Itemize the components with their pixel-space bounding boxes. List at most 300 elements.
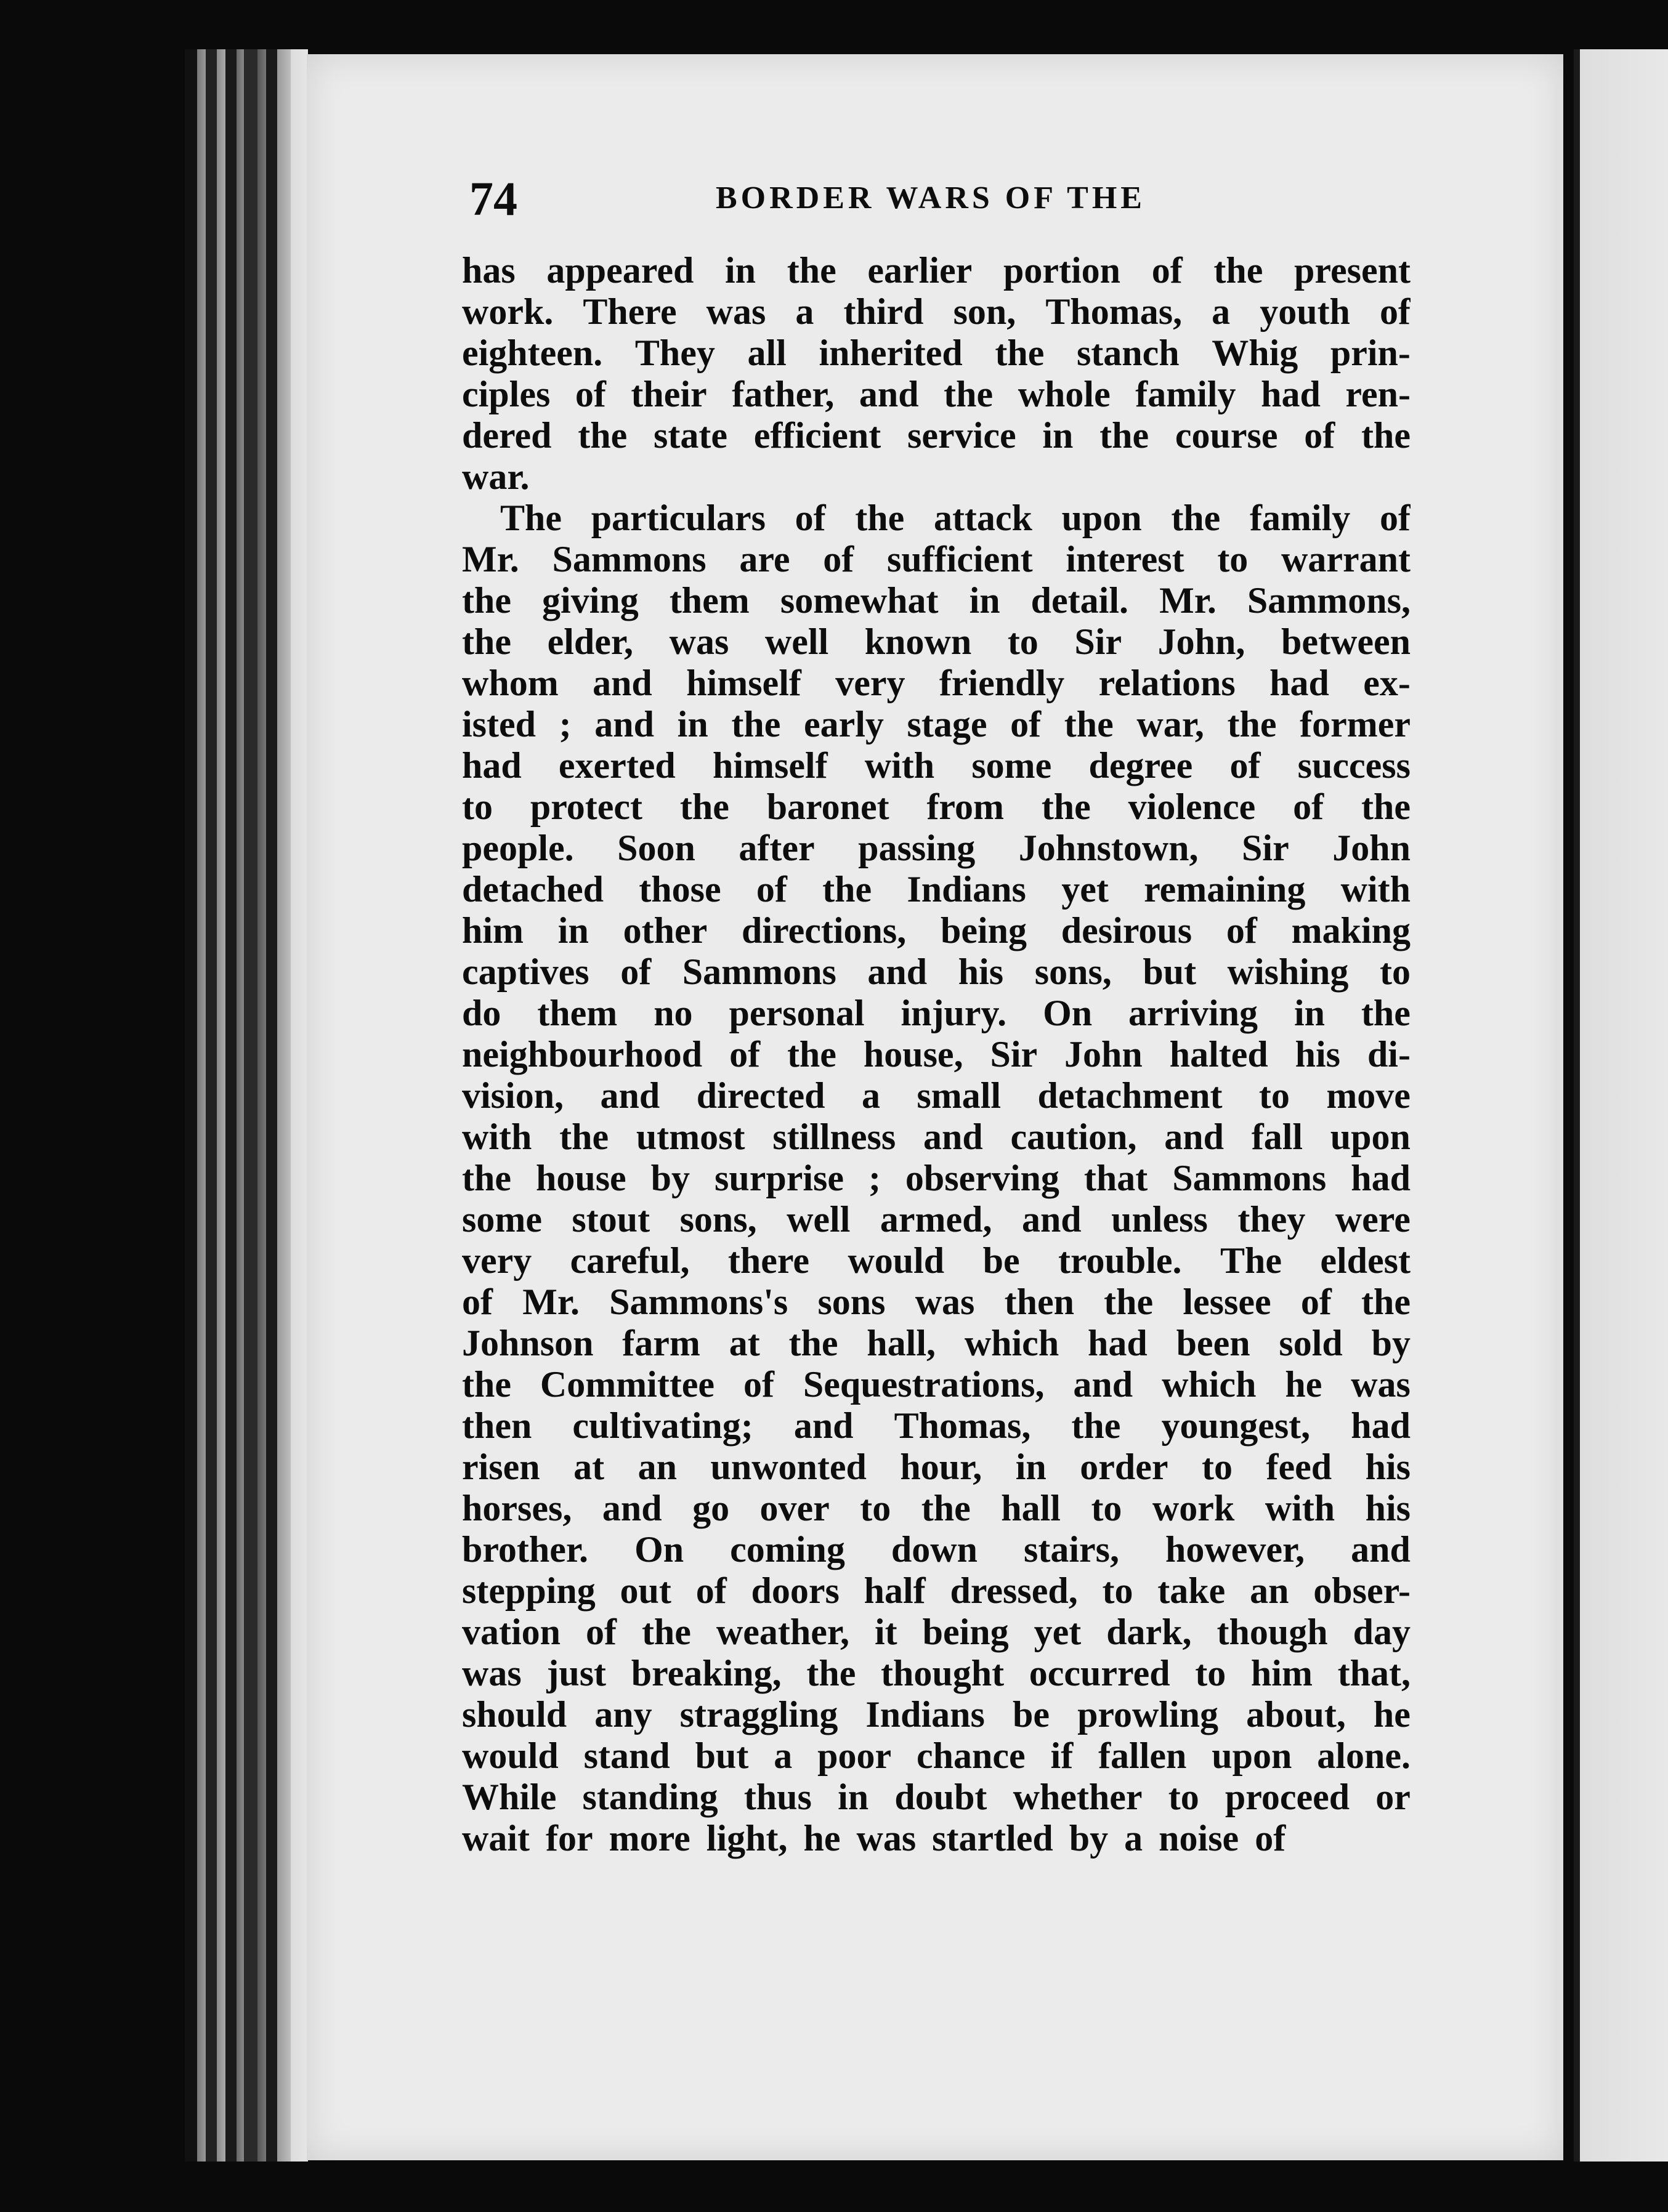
word: interest bbox=[1066, 539, 1184, 579]
word: eldest bbox=[1320, 1240, 1411, 1281]
word: had bbox=[462, 745, 522, 786]
word: to bbox=[1091, 1488, 1122, 1528]
word: personal bbox=[729, 993, 865, 1033]
word: straggling bbox=[679, 1694, 838, 1735]
word: by bbox=[650, 1158, 690, 1198]
word: stout bbox=[572, 1199, 650, 1240]
text-line bbox=[462, 539, 1411, 580]
word: an bbox=[1250, 1570, 1289, 1611]
word: some bbox=[462, 1199, 542, 1240]
word: should bbox=[462, 1694, 567, 1735]
text-line bbox=[462, 1199, 1411, 1240]
word: stillness bbox=[772, 1116, 896, 1157]
word: standing bbox=[582, 1777, 718, 1817]
text-line bbox=[462, 1447, 1411, 1488]
word: Sir bbox=[990, 1034, 1038, 1075]
word: Sir bbox=[1074, 621, 1122, 662]
word: of bbox=[695, 1570, 727, 1611]
text-line bbox=[462, 1034, 1411, 1075]
word: vision, bbox=[462, 1075, 564, 1116]
text-line bbox=[462, 1323, 1411, 1364]
word: doors bbox=[751, 1570, 840, 1611]
word: startled bbox=[932, 1818, 1053, 1859]
word: of bbox=[1151, 250, 1183, 291]
word: half bbox=[864, 1570, 926, 1611]
word: which bbox=[964, 1323, 1059, 1363]
word: of bbox=[729, 1034, 761, 1075]
word: from bbox=[926, 786, 1004, 827]
word: in bbox=[1294, 993, 1325, 1033]
word: exerted bbox=[558, 745, 676, 786]
word: well bbox=[787, 1199, 851, 1240]
word: they bbox=[1237, 1199, 1306, 1240]
word: and bbox=[867, 951, 928, 992]
text-line bbox=[462, 1529, 1411, 1570]
page-number: 74 bbox=[469, 172, 517, 225]
word: though bbox=[1217, 1612, 1328, 1652]
book-binding-edge bbox=[185, 49, 308, 2162]
word: The bbox=[500, 498, 562, 538]
text-line bbox=[462, 951, 1411, 993]
word: and bbox=[859, 374, 919, 414]
word: yet bbox=[1034, 1612, 1082, 1652]
word: Sammons's bbox=[609, 1282, 788, 1322]
word: Indians bbox=[907, 869, 1026, 910]
word: be bbox=[982, 1240, 1020, 1281]
word: were bbox=[1335, 1199, 1411, 1240]
text-line bbox=[462, 1075, 1411, 1116]
word: however, bbox=[1165, 1529, 1305, 1570]
word: being bbox=[922, 1612, 1009, 1652]
word: the bbox=[1104, 1282, 1154, 1322]
word: for bbox=[545, 1818, 593, 1859]
text-line bbox=[462, 1570, 1411, 1612]
word: order bbox=[1080, 1447, 1168, 1487]
text-line bbox=[462, 415, 1411, 456]
word: with bbox=[864, 745, 935, 786]
word: other bbox=[623, 910, 708, 951]
word: more bbox=[609, 1818, 690, 1859]
word: had bbox=[1261, 374, 1321, 414]
body-text bbox=[462, 250, 1411, 1859]
text-line bbox=[462, 1282, 1411, 1323]
word: work bbox=[1152, 1488, 1235, 1528]
word: of bbox=[586, 1612, 617, 1652]
word: hall bbox=[1001, 1488, 1061, 1528]
text-line bbox=[462, 1818, 1411, 1859]
word: Sammons bbox=[682, 951, 836, 992]
word: noise bbox=[1159, 1818, 1239, 1859]
word: house, bbox=[863, 1034, 963, 1075]
text-line bbox=[462, 910, 1411, 951]
word: the bbox=[1227, 704, 1277, 745]
word: somewhat bbox=[780, 580, 939, 621]
word: of bbox=[795, 498, 826, 538]
word: in bbox=[725, 250, 756, 291]
word: fallen bbox=[1098, 1735, 1187, 1776]
word: are bbox=[739, 539, 790, 579]
word: all bbox=[747, 333, 787, 373]
word: day bbox=[1353, 1612, 1411, 1652]
word: dark, bbox=[1106, 1612, 1192, 1652]
word: eighteen. bbox=[462, 333, 603, 373]
word: and bbox=[793, 1405, 854, 1446]
word: risen bbox=[462, 1447, 540, 1487]
word: Sir bbox=[1242, 828, 1289, 868]
word: of bbox=[823, 539, 854, 579]
word: and bbox=[1164, 1116, 1224, 1157]
word: which bbox=[1162, 1364, 1257, 1405]
word: was bbox=[1351, 1364, 1411, 1405]
running-head: BORDER WARS OF THE bbox=[716, 180, 1146, 216]
word: particulars bbox=[591, 498, 766, 538]
word: coming bbox=[730, 1529, 845, 1570]
word: he bbox=[1285, 1364, 1322, 1405]
word: the bbox=[641, 1612, 691, 1652]
word: of bbox=[1255, 1818, 1286, 1859]
text-line bbox=[462, 745, 1411, 786]
text-line bbox=[462, 1735, 1411, 1777]
word: Whig bbox=[1212, 333, 1298, 373]
word: dressed, bbox=[950, 1570, 1078, 1611]
text-line bbox=[462, 828, 1411, 869]
word: present bbox=[1294, 250, 1411, 291]
word: out bbox=[620, 1570, 671, 1611]
word: and bbox=[923, 1116, 983, 1157]
word: arriving bbox=[1128, 993, 1258, 1033]
word: and bbox=[1351, 1529, 1411, 1570]
word: unless bbox=[1111, 1199, 1208, 1240]
word: and bbox=[593, 663, 652, 703]
word: ciples bbox=[462, 374, 551, 414]
word: at bbox=[729, 1323, 760, 1363]
word: of bbox=[1379, 498, 1411, 538]
word: stanch bbox=[1076, 333, 1180, 373]
word: upon bbox=[1061, 498, 1142, 538]
text-line bbox=[462, 333, 1411, 374]
word: horses, bbox=[462, 1488, 572, 1528]
word: the bbox=[1099, 415, 1149, 456]
word: wait bbox=[462, 1818, 530, 1859]
word: to bbox=[1380, 951, 1411, 992]
word: over bbox=[759, 1488, 830, 1528]
word: making bbox=[1291, 910, 1411, 951]
word: brother. bbox=[462, 1529, 589, 1570]
word: no bbox=[654, 993, 693, 1033]
word: a bbox=[1124, 1818, 1143, 1859]
text-line bbox=[462, 1777, 1411, 1818]
word: himself bbox=[686, 663, 801, 703]
word: people. bbox=[462, 828, 574, 868]
word: and bbox=[594, 704, 655, 745]
word: about, bbox=[1246, 1694, 1346, 1735]
word: the bbox=[806, 1653, 856, 1693]
word: to bbox=[1217, 539, 1249, 579]
word: relations bbox=[1098, 663, 1236, 703]
word: prin- bbox=[1330, 333, 1411, 373]
word: with bbox=[1265, 1488, 1335, 1528]
word: earlier bbox=[867, 250, 973, 291]
word: to bbox=[462, 786, 493, 827]
word: to bbox=[1102, 1570, 1133, 1611]
word: to bbox=[1195, 1653, 1226, 1693]
word: that, bbox=[1337, 1653, 1411, 1693]
text-line bbox=[462, 663, 1411, 704]
word: he bbox=[1373, 1694, 1411, 1735]
word: work. bbox=[462, 291, 554, 332]
word: John bbox=[1332, 828, 1411, 868]
adjacent-page-edge bbox=[1574, 49, 1668, 2162]
word: On bbox=[1043, 993, 1093, 1033]
word: friendly bbox=[939, 663, 1065, 703]
word: Sammons, bbox=[1247, 580, 1411, 621]
text-line bbox=[462, 1116, 1411, 1158]
word: utmost bbox=[636, 1116, 745, 1157]
word: the bbox=[462, 580, 511, 621]
word: in bbox=[1042, 415, 1074, 456]
word: sons, bbox=[1034, 951, 1112, 992]
word: While bbox=[462, 1777, 557, 1817]
word: was bbox=[856, 1818, 917, 1859]
word: hour, bbox=[900, 1447, 982, 1487]
word: vation bbox=[462, 1612, 561, 1652]
word: di- bbox=[1367, 1034, 1411, 1075]
word: the bbox=[855, 498, 905, 538]
word: former bbox=[1300, 704, 1411, 745]
word: doubt bbox=[894, 1777, 987, 1817]
word: in bbox=[969, 580, 1000, 621]
word: state bbox=[654, 415, 727, 456]
word: protect bbox=[530, 786, 642, 827]
text-line bbox=[462, 250, 1411, 291]
word: by bbox=[1069, 1818, 1109, 1859]
word: upon bbox=[1330, 1116, 1411, 1157]
word: stepping bbox=[462, 1570, 596, 1611]
word: careful, bbox=[570, 1240, 690, 1281]
word: family bbox=[1249, 498, 1351, 538]
word: breaking, bbox=[631, 1653, 782, 1693]
word: in bbox=[838, 1777, 869, 1817]
word: of bbox=[620, 951, 652, 992]
word: of bbox=[462, 1282, 493, 1322]
text-line bbox=[462, 869, 1411, 910]
word: sons, bbox=[679, 1199, 757, 1240]
word: has bbox=[462, 250, 516, 291]
word: a bbox=[1212, 291, 1231, 332]
word: known bbox=[864, 621, 972, 662]
word: to bbox=[1007, 621, 1038, 662]
word: the bbox=[788, 1323, 838, 1363]
text-line bbox=[462, 1694, 1411, 1735]
word: him bbox=[462, 910, 524, 951]
text-line bbox=[462, 374, 1411, 415]
word: of bbox=[743, 1364, 774, 1405]
word: wishing bbox=[1227, 951, 1349, 992]
word: take bbox=[1157, 1570, 1226, 1611]
word: prowling bbox=[1077, 1694, 1219, 1735]
word: the bbox=[921, 1488, 971, 1528]
word: ; bbox=[559, 704, 572, 745]
text-line bbox=[462, 1405, 1411, 1447]
word: house bbox=[535, 1158, 626, 1198]
word: the bbox=[559, 1116, 609, 1157]
word: them bbox=[537, 993, 618, 1033]
text-line bbox=[462, 1612, 1411, 1653]
word: been bbox=[1176, 1323, 1250, 1363]
word: of bbox=[1304, 415, 1335, 456]
word: of bbox=[1300, 1282, 1332, 1322]
word: attack bbox=[933, 498, 1032, 538]
word: being bbox=[940, 910, 1027, 951]
page-header bbox=[469, 165, 1553, 233]
word: war. bbox=[462, 456, 530, 497]
word: directions, bbox=[742, 910, 907, 951]
word: but bbox=[695, 1735, 749, 1776]
word: armed, bbox=[880, 1199, 992, 1240]
word: captives bbox=[462, 951, 589, 992]
word: the bbox=[1361, 415, 1411, 456]
word: a bbox=[795, 291, 814, 332]
word: There bbox=[583, 291, 677, 332]
word: early bbox=[803, 704, 884, 745]
word: by bbox=[1371, 1323, 1411, 1363]
word: sons bbox=[817, 1282, 886, 1322]
word: was bbox=[462, 1653, 522, 1693]
word: of bbox=[756, 869, 787, 910]
word: Sammons bbox=[1172, 1158, 1327, 1198]
word: farm bbox=[622, 1323, 700, 1363]
word: those bbox=[639, 869, 721, 910]
word: then bbox=[462, 1405, 532, 1446]
text-line bbox=[462, 621, 1411, 663]
word: any bbox=[594, 1694, 652, 1735]
word: the bbox=[822, 869, 872, 910]
word: down bbox=[891, 1529, 978, 1570]
word: be bbox=[1012, 1694, 1050, 1735]
word: was bbox=[706, 291, 766, 332]
word: stand bbox=[583, 1735, 670, 1776]
word: occurred bbox=[1029, 1653, 1170, 1693]
word: light, bbox=[706, 1818, 788, 1859]
word: just bbox=[546, 1653, 607, 1693]
word: Johnstown, bbox=[1018, 828, 1199, 868]
word: third bbox=[843, 291, 924, 332]
word: warrant bbox=[1281, 539, 1411, 579]
word: stairs, bbox=[1024, 1529, 1119, 1570]
word: hall, bbox=[867, 1323, 936, 1363]
word: of bbox=[1293, 786, 1324, 827]
word: detached bbox=[462, 869, 604, 910]
word: chance bbox=[917, 1735, 1026, 1776]
word: of bbox=[575, 374, 606, 414]
word: yet bbox=[1061, 869, 1109, 910]
word: to bbox=[1168, 1777, 1199, 1817]
word: baronet bbox=[766, 786, 889, 827]
word: would bbox=[848, 1240, 945, 1281]
text-line bbox=[462, 1653, 1411, 1694]
word: the bbox=[1361, 786, 1411, 827]
word: youngest, bbox=[1161, 1405, 1311, 1446]
word: was bbox=[669, 621, 729, 662]
word: youth bbox=[1260, 291, 1350, 332]
word: with bbox=[462, 1116, 532, 1157]
word: Mr. bbox=[1159, 580, 1217, 621]
word: John, bbox=[1157, 621, 1245, 662]
word: son, bbox=[953, 291, 1016, 332]
word: sufficient bbox=[887, 539, 1033, 579]
word: weather, bbox=[716, 1612, 849, 1652]
word: passing bbox=[858, 828, 976, 868]
word: thus bbox=[743, 1777, 812, 1817]
word: in bbox=[677, 704, 708, 745]
word: very bbox=[462, 1240, 532, 1281]
word: the bbox=[462, 1364, 511, 1405]
word: the bbox=[1064, 704, 1114, 745]
word: observing bbox=[905, 1158, 1059, 1198]
word: poor bbox=[817, 1735, 892, 1776]
word: the bbox=[462, 1158, 511, 1198]
word: the bbox=[787, 250, 836, 291]
word: him bbox=[1250, 1653, 1313, 1693]
text-line bbox=[462, 580, 1411, 621]
word: Sammons bbox=[552, 539, 706, 579]
word: small bbox=[917, 1075, 1002, 1116]
word: surprise bbox=[714, 1158, 844, 1198]
word: Thomas, bbox=[894, 1405, 1031, 1446]
word: course bbox=[1175, 415, 1278, 456]
text-line bbox=[462, 1240, 1411, 1282]
word: upon bbox=[1212, 1735, 1292, 1776]
word: stage bbox=[907, 704, 987, 745]
word: in bbox=[1015, 1447, 1047, 1487]
text-line bbox=[462, 786, 1411, 828]
word: the bbox=[578, 415, 628, 456]
word: them bbox=[669, 580, 750, 621]
word: inherited bbox=[819, 333, 963, 373]
word: halted bbox=[1169, 1034, 1268, 1075]
word: to bbox=[860, 1488, 891, 1528]
word: and bbox=[1073, 1364, 1133, 1405]
word: whom bbox=[462, 663, 559, 703]
word: go bbox=[692, 1488, 730, 1528]
word: his bbox=[958, 951, 1004, 992]
word: an bbox=[638, 1447, 677, 1487]
word: remaining bbox=[1144, 869, 1306, 910]
word: whether bbox=[1013, 1777, 1143, 1817]
word: or bbox=[1375, 1777, 1411, 1817]
word: appeared bbox=[546, 250, 694, 291]
word: the bbox=[1041, 786, 1091, 827]
word: was bbox=[915, 1282, 975, 1322]
word: sold bbox=[1279, 1323, 1343, 1363]
word: would bbox=[462, 1735, 559, 1776]
word: the bbox=[1071, 1405, 1121, 1446]
word: detachment bbox=[1037, 1075, 1223, 1116]
text-line bbox=[462, 1364, 1411, 1405]
word: himself bbox=[712, 745, 828, 786]
word: the bbox=[787, 1034, 836, 1075]
word: whole bbox=[1018, 374, 1111, 414]
word: of bbox=[1379, 291, 1411, 332]
word: and bbox=[1021, 1199, 1082, 1240]
text-line bbox=[462, 1158, 1411, 1199]
word: alone. bbox=[1317, 1735, 1411, 1776]
text-line bbox=[462, 704, 1411, 745]
word: family bbox=[1135, 374, 1236, 414]
word: directed bbox=[696, 1075, 825, 1116]
word: some bbox=[971, 745, 1052, 786]
word: cultivating; bbox=[572, 1405, 753, 1446]
